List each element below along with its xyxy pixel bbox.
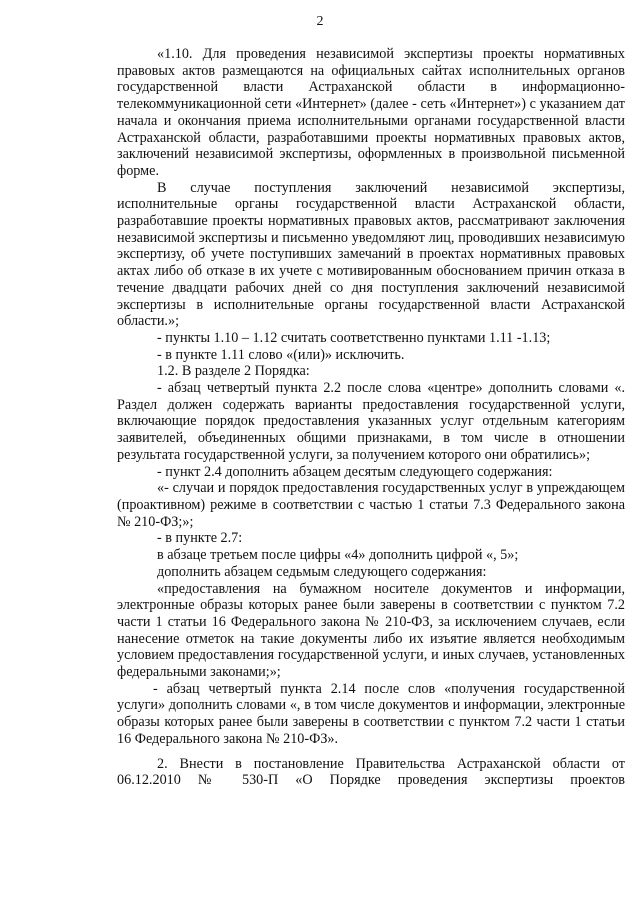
paragraph-point-2-4: - пункт 2.4 дополнить абзацем десятым следующего содержания: <box>157 463 553 480</box>
paragraph-third-clause: в абзаце третьем после цифры «4» дополнить цифрой «, 5»; <box>157 547 519 564</box>
page-number: 2 <box>316 14 324 29</box>
paragraph-exclude-word: - в пункте 1.11 слово «(или)» исключить. <box>157 346 405 363</box>
paragraph-proactive-mode: «- случаи и порядок предоставления государственных услуг в упреждающем (проактивном) режиме в соответствии с частью 1 статьи 7.3 Федерального закона № 210-ФЗ;»; <box>117 480 625 530</box>
document-body <box>117 46 625 789</box>
paragraph-independent-expertise: В случае поступления заключений независимой экспертизы, исполнительные органы государственной власти Астраханской области, разработавшие проекты нормативных правовых актов, рассматривают заключения независимой экспертизы и письменно уведомляют лиц, проводивших независимую экспертизу, об учете поступивших замечаний в проектах нормативных правовых актах либо об отказе в их учете с мотивированным обоснованием причин отказа в течение двадцати рабочих дней со дня поступления заключений независимой экспертизы в исполнительные органы государственной власти Астраханской области.»; <box>117 179 625 330</box>
paragraph-renumber-points: - пункты 1.10 – 1.12 считать соответственно пунктами 1.11 -1.13; <box>157 329 551 346</box>
paragraph-1-10: «1.10. Для проведения независимой экспертизы проекты нормативных правовых актов размещаются на официальных сайтах исполнительных органов государственной власти Астраханской области в информационно-телекоммуникационной сети «Интернет» (далее - сеть «Интернет») с указанием дат начала и окончания приема исполнительными органами государственной власти Астраханской области, разработавшими проекты нормативных правовых актов, заключений независимой экспертизы, оформленных в произвольной письменной форме. <box>117 46 625 179</box>
paragraph-amend-resolution: 2. Внести в постановление Правительства Астраханской области от 06.12.2010 № 530-П «О Порядке проведения экспертизы проектов <box>117 755 625 789</box>
paragraph-point-2-14: - абзац четвертый пункта 2.14 после слов «получения государственной услуги» дополнить словами «, в том числе документов и информации, электронные образы которых ранее были заверены в соответствии с пунктом 7.2 части 1 статьи 16 Федерального закона № 210-ФЗ». <box>117 680 625 747</box>
paragraph-seventh-clause: дополнить абзацем седьмым следующего содержания: <box>157 563 487 580</box>
paragraph-point-2-7: - в пункте 2.7: <box>157 530 243 547</box>
paragraph-paper-documents: «предоставления на бумажном носителе документов и информации, электронные образы которых ранее были заверены в соответствии с пунктом 7.2 части 1 статьи 16 Федерального закона № 210-ФЗ, за исключением случаев, если нанесение отметок на такие документы либо их изъятие является необходимым условием предоставления государственной услуги, и иных случаев, установленных федеральными законами;»; <box>117 580 625 681</box>
paragraph-point-2-2: - абзац четвертый пункта 2.2 после слова «центре» дополнить словами «. Раздел должен содержать варианты предоставления государственной услуги, включающие порядок предоставления указанных услуг отдельным категориям заявителей, объединенных общими признаками, в том числе в отношении результата государственной услуги, за получением которого они обратились»; <box>117 380 625 463</box>
paragraph-section-2: 1.2. В разделе 2 Порядка: <box>157 363 310 380</box>
